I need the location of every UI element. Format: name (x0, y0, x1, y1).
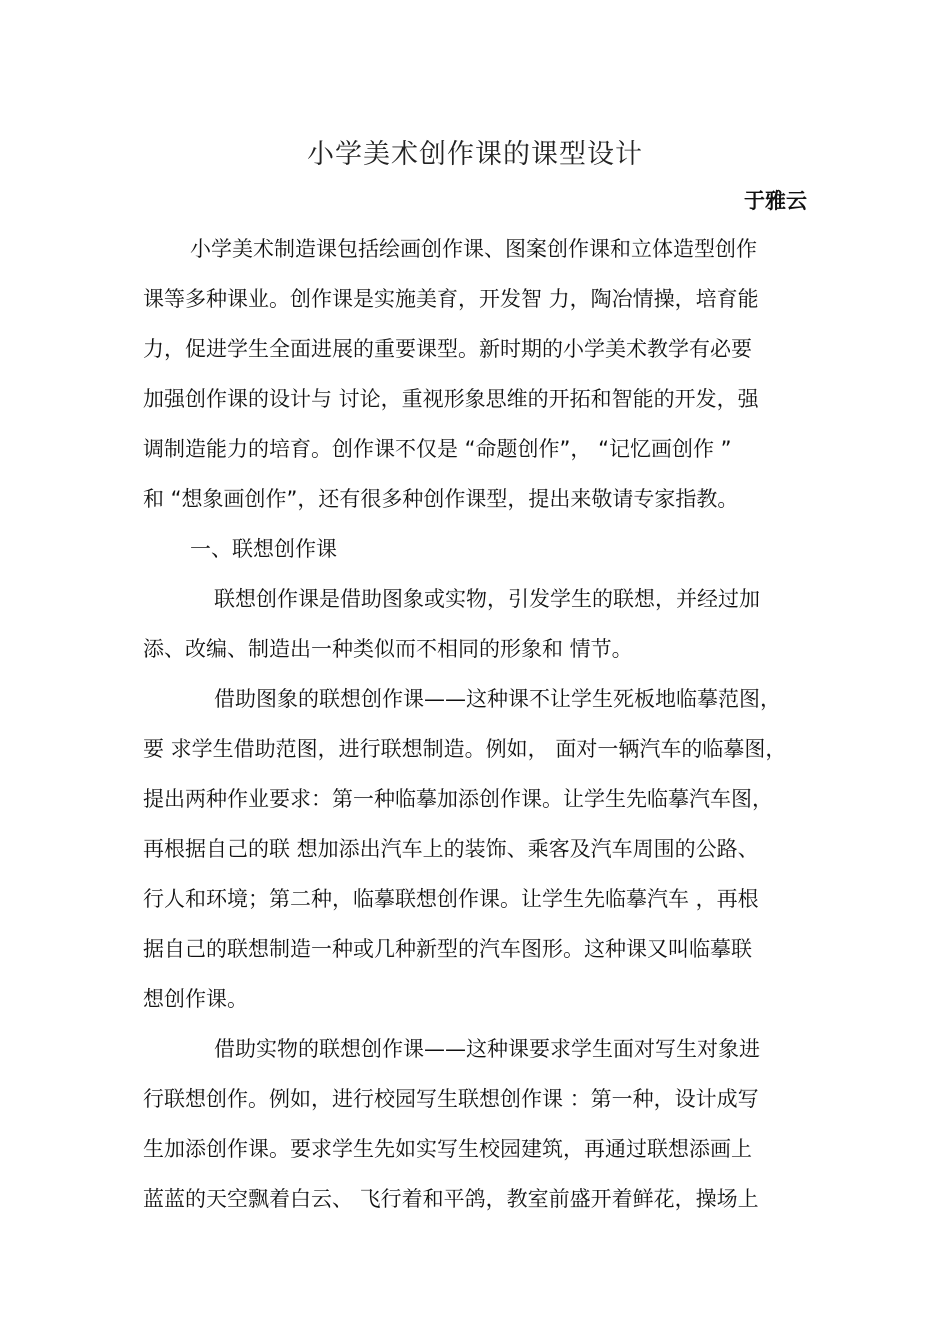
paragraph-line: 据自己的联想制造一种或几种新型的汽车图形。这种课又叫临摹联 (143, 937, 752, 961)
document-title: 小学美术创作课的课型设计 (307, 139, 643, 170)
paragraph-line: 调制造能力的培育。创作课不仅是 “命题创作”， “记忆画创作 ” (143, 437, 732, 461)
paragraph-line: 提出两种作业要求：第一种临摹加添创作课。让学生先临摹汽车图， (143, 787, 773, 811)
paragraph-line: 力，促进学生全面进展的重要课型。新时期的小学美术教学有必要 (143, 337, 752, 361)
paragraph-line: 联想创作课是借助图象或实物，引发学生的联想，并经过加 (214, 587, 760, 611)
paragraph-line: 小学美术制造课包括绘画创作课、图案创作课和立体造型创作 (190, 237, 757, 261)
paragraph-line: 加强创作课的设计与 讨论，重视形象思维的开拓和智能的开发，强 (143, 387, 759, 411)
paragraph-line: 行人和环境；第二种，临摹联想创作课。让学生先临摹汽车 ，再根 (143, 887, 759, 911)
paragraph-line: 和 “想象画创作”，还有很多种创作课型，提出来敬请专家指教。 (143, 487, 739, 511)
author-name: 于雅云 (744, 189, 807, 213)
paragraph-line: 借助图象的联想创作课——这种课不让学生死板地临摹范图， (214, 687, 781, 711)
paragraph-line: 行联想创作。例如，进行校园写生联想创作课 ：第一种，设计成写 (143, 1087, 759, 1111)
paragraph-line: 课等多种课业。创作课是实施美育，开发智 力，陶冶情操，培育能 (143, 287, 759, 311)
paragraph-line: 生加添创作课。要求学生先如实写生校园建筑，再通过联想添画上 (143, 1137, 752, 1161)
paragraph-line: 想创作课。 (143, 987, 248, 1011)
paragraph-line: 要 求学生借助范图，进行联想制造。例如， 面对一辆汽车的临摹图， (143, 737, 787, 761)
paragraph-line: 再根据自己的联 想加添出汽车上的装饰、乘客及汽车周围的公路、 (143, 837, 759, 861)
paragraph-line: 蓝蓝的天空飘着白云、 飞行着和平鸽，教室前盛开着鲜花，操场上 (143, 1187, 759, 1211)
section-heading: 一、联想创作课 (190, 537, 337, 561)
paragraph-line: 添、改编、制造出一种类似而不相同的形象和 情节。 (143, 637, 633, 661)
paragraph-line: 借助实物的联想创作课——这种课要求学生面对写生对象进 (214, 1037, 760, 1061)
